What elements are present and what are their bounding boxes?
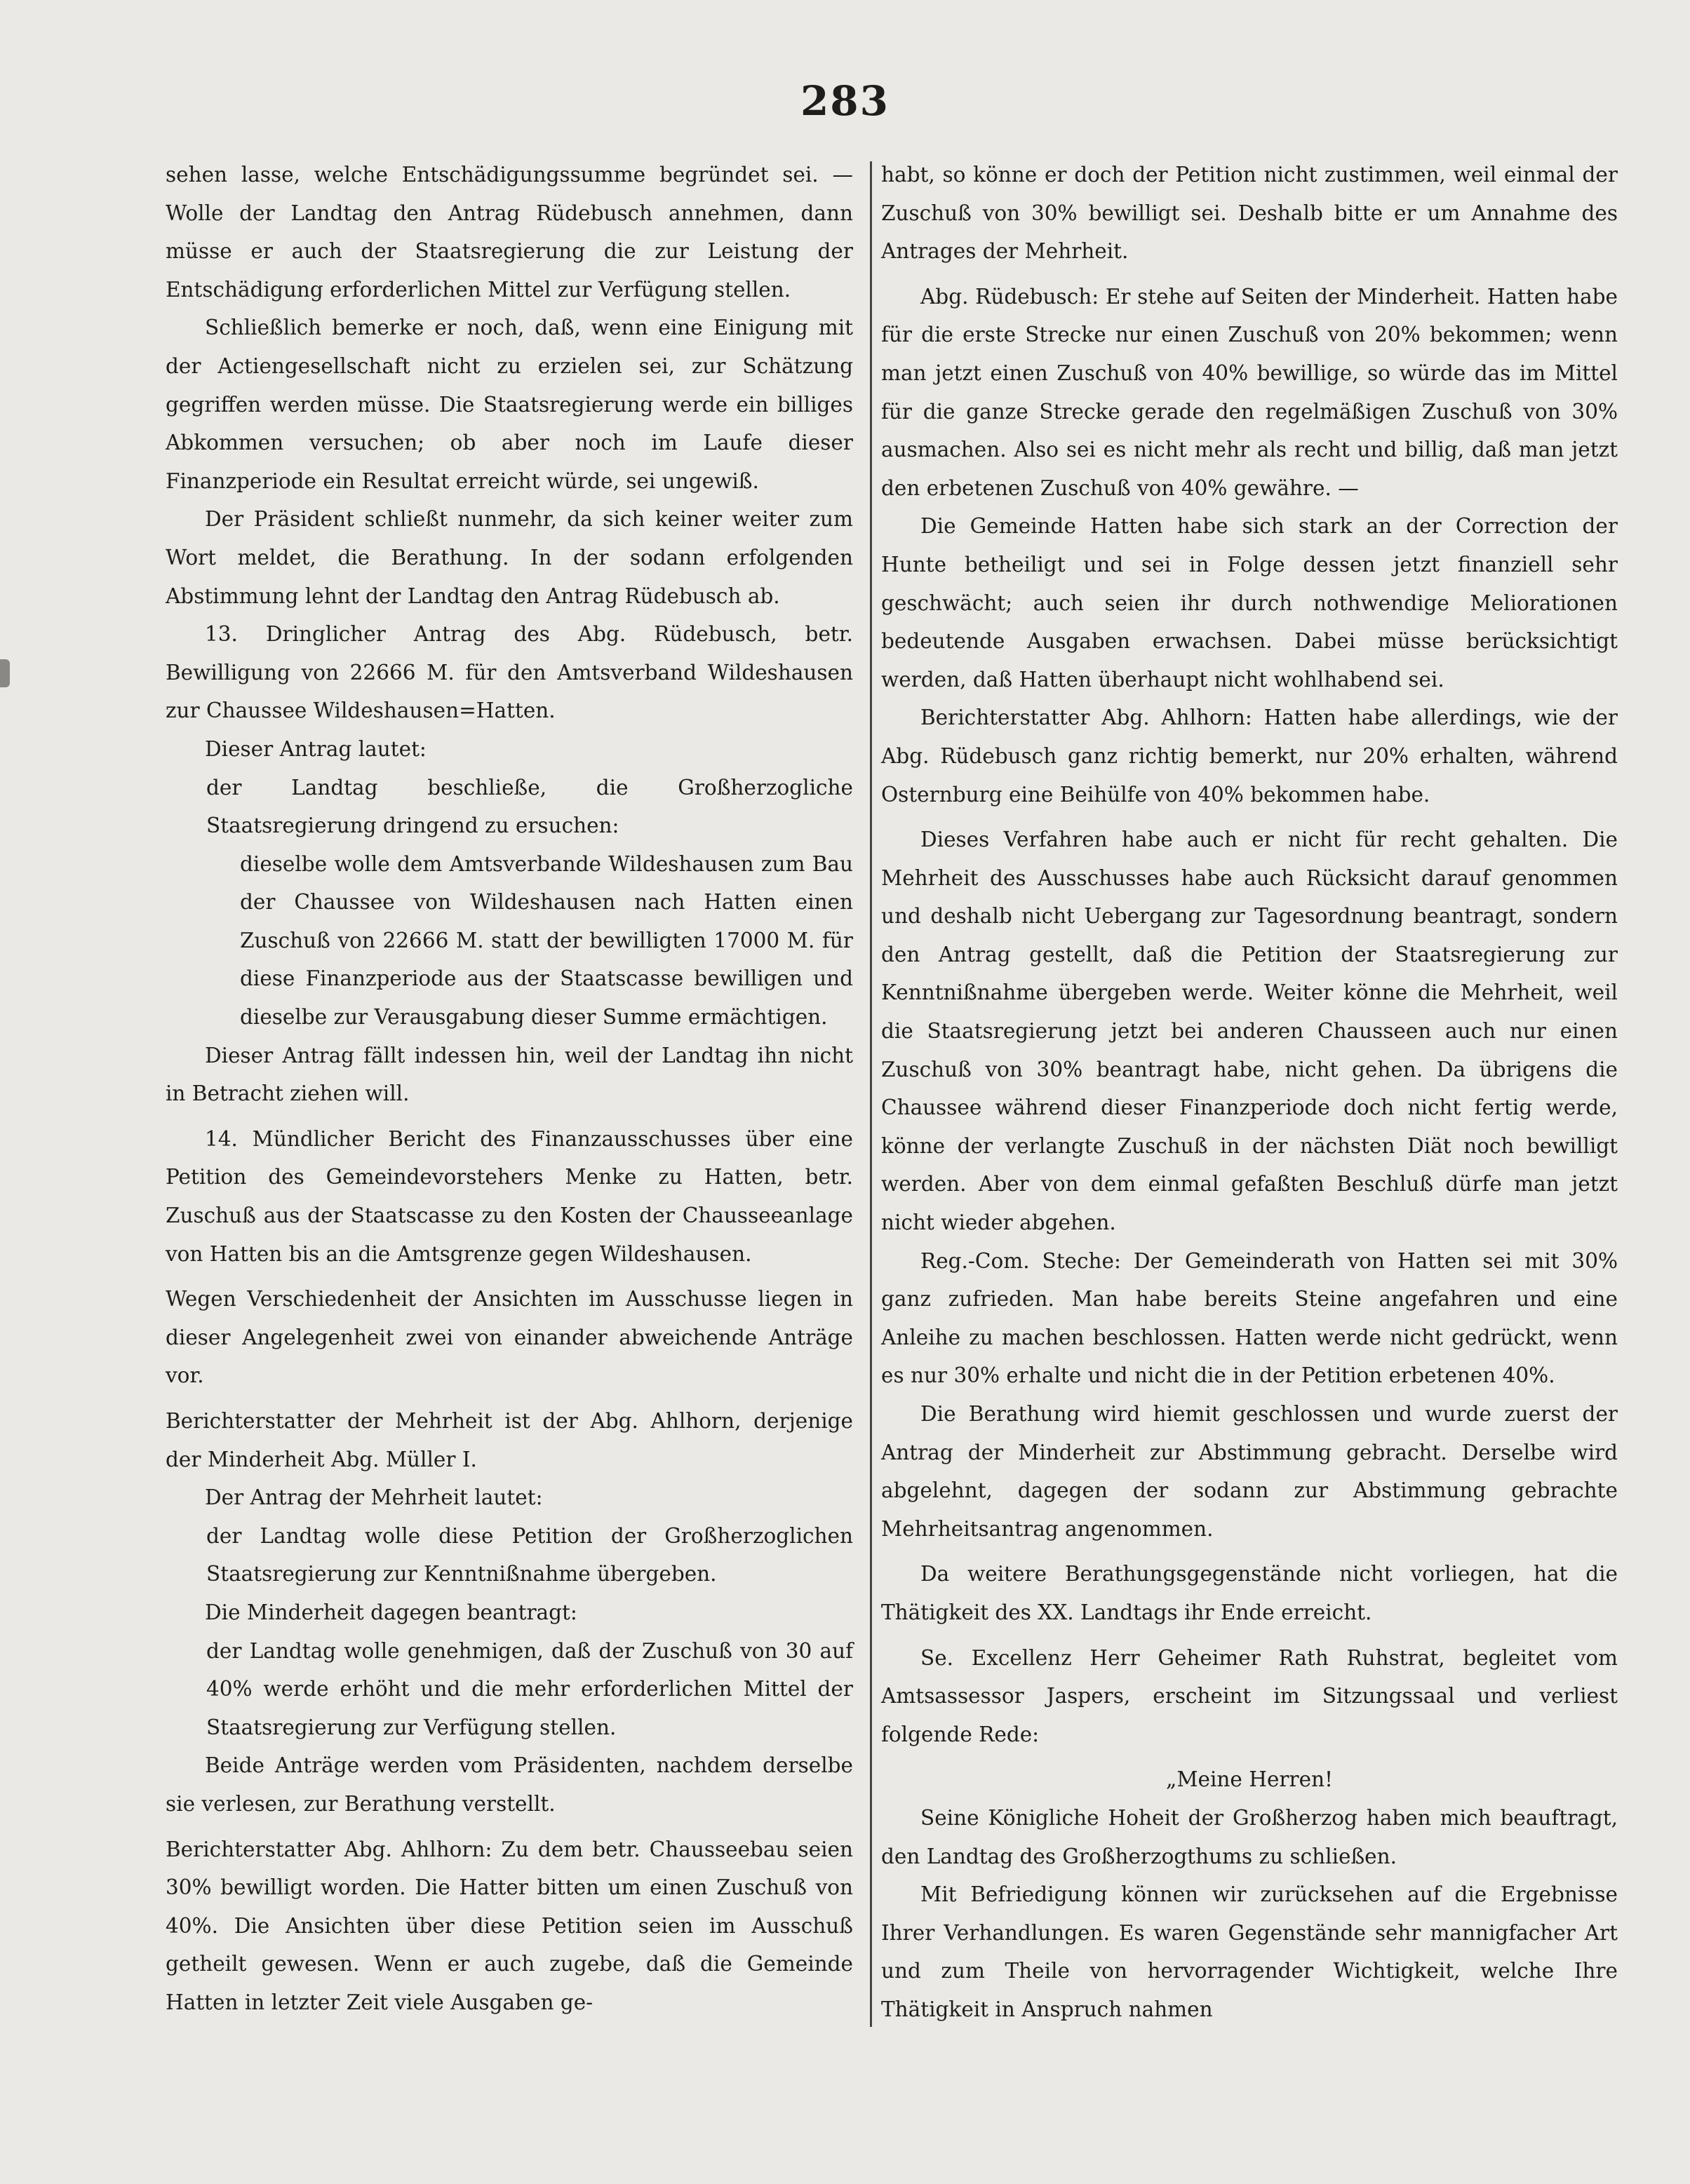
right-column — [881, 156, 1618, 2029]
paragraph: Dieser Antrag fällt indessen hin, weil der Landtag ihn nicht in Betracht ziehen will. — [166, 1043, 853, 1106]
paragraph: sehen lasse, welche Entschädigungssumme begründet sei. — Wolle der Landtag den Antrag Rüdebusch annehmen, dann müsse er auch der Staatsregierung die zur Leistung der Entschädigung erforderlichen Mittel zur Verfügung stellen. — [166, 163, 853, 302]
paragraph: Der Antrag der Mehrheit lautet: — [205, 1485, 543, 1510]
paragraph: Die Berathung wird hiemit geschlossen und wurde zuerst der Antrag der Minderheit zur Abstimmung gebracht. Derselbe wird abgelehnt, dagegen der sodann zur Abstimmung gebrachte Mehrheitsantrag angenommen. — [881, 1402, 1618, 1541]
paragraph: Schließlich bemerke er noch, daß, wenn eine Einigung mit der Actiengesellschaft nicht zu erzielen sei, zur Schätzung gegriffen werden müsse. Die Staatsregierung werde ein billiges Abkommen versuchen; ob aber noch im Laufe dieser Finanzperiode ein Resultat erreicht würde, sei ungewiß. — [166, 316, 853, 493]
quoted-motion: der Landtag wolle diese Petition der Großherzoglichen Staatsregierung zur Kenntnißnahme übergeben. — [206, 1523, 853, 1586]
paragraph: Die Minderheit dagegen beantragt: — [205, 1600, 577, 1624]
paragraph: Berichterstatter Abg. Ahlhorn: Hatten habe allerdings, wie der Abg. Rüdebusch ganz richtig bemerkt, nur 20% erhalten, während Osternburg eine Beihülfe von 40% bekommen habe. — [881, 706, 1618, 807]
agenda-item-14: 14. Mündlicher Bericht des Finanzausschusses über eine Petition des Gemeindevorstehers Menke zu Hatten, betr. Zuschuß aus der Staatscasse zu den Kosten der Chausseeanlage von Hatten bis an die Amtsgrenze gegen Wildeshausen. — [166, 1126, 853, 1266]
paragraph: Die Gemeinde Hatten habe sich stark an der Correction der Hunte betheiligt und sei in Folge dessen jetzt finanziell sehr geschwächt; auch seien ihr durch nothwendige Meliorationen bedeutende Ausgaben erwachsen. Dabei müsse berücksichtigt werden, daß Hatten überhaupt nicht wohlhabend sei. — [881, 514, 1618, 692]
speech-salutation: „Meine Herren! — [1166, 1767, 1333, 1792]
left-column — [166, 156, 853, 2022]
paragraph: Berichterstatter Abg. Ahlhorn: Zu dem betr. Chausseebau seien 30% bewilligt worden. Die Hatter bitten um einen Zuschuß von 40%. Die Ansichten über diese Petition seien im Ausschuß getheilt gewesen. Wenn er auch zugebe, daß die Gemeinde Hatten in letzter Zeit viele Ausgaben ge- — [166, 1837, 853, 2014]
paragraph: Reg.-Com. Steche: Der Gemeinderath von Hatten sei mit 30% ganz zufrieden. Man habe bereits Steine angefahren und eine Anleihe zu machen beschlossen. Hatten werde nicht gedrückt, wenn es nur 30% erhalte und nicht die in der Petition erbetenen 40%. — [881, 1248, 1618, 1388]
speech-paragraph: Mit Befriedigung können wir zurücksehen auf die Ergebnisse Ihrer Verhandlungen. Es waren Gegenstände sehr mannigfacher Art und zum Theile von hervorragender Wichtigkeit, welche Ihre Thätigkeit in Anspruch nahmen — [881, 1882, 1618, 2021]
paragraph: Wegen Verschiedenheit der Ansichten im Ausschusse liegen in dieser Angelegenheit zwei von einander abweichende Anträge vor. — [166, 1287, 853, 1388]
page-number: 283 — [800, 77, 890, 125]
speech-paragraph: Seine Königliche Hoheit der Großherzog haben mich beauftragt, den Landtag des Großherzogthums zu schließen. — [881, 1805, 1618, 1868]
paragraph: Der Präsident schließt nunmehr, da sich keiner weiter zum Wort meldet, die Berathung. In der sodann erfolgenden Abstimmung lehnt der Landtag den Antrag Rüdebusch ab. — [166, 507, 853, 608]
paragraph: Beide Anträge werden vom Präsidenten, nachdem derselbe sie verlesen, zur Berathung verstellt. — [166, 1753, 853, 1816]
quoted-motion: der Landtag beschließe, die Großherzogliche Staatsregierung dringend zu ersuchen: — [206, 775, 853, 838]
paragraph: habt, so könne er doch der Petition nicht zustimmen, weil einmal der Zuschuß von 30% bewilligt sei. Deshalb bitte er um Annahme des Antrages der Mehrheit. — [881, 163, 1618, 264]
quoted-motion: der Landtag wolle genehmigen, daß der Zuschuß von 30 auf 40% werde erhöht und die mehr erforderlichen Mittel der Staatsregierung zur Verfügung stellen. — [206, 1638, 853, 1739]
paragraph: Dieses Verfahren habe auch er nicht für recht gehalten. Die Mehrheit des Ausschusses habe auch Rücksicht darauf genommen und deshalb nicht Uebergang zur Tagesordnung beantragt, sondern den Antrag gestellt, daß die Petition der Staatsregierung zur Kenntnißnahme übergeben werde. Weiter könne die Mehrheit, weil die Staatsregierung jetzt bei anderen Chausseen auch nur einen Zuschuß von 30% beantragt habe, nicht gehen. Da übrigens die Chaussee während dieser Finanzperiode doch nicht fertig werde, könne der verlangte Zuschuß in der nächsten Diät noch bewilligt werden. Aber von dem einmal gefaßten Beschluß dürfe man jetzt nicht wieder abgehen. — [881, 828, 1618, 1235]
binding-mark — [0, 659, 10, 687]
paragraph: Da weitere Berathungsgegenstände nicht vorliegen, hat die Thätigkeit des XX. Landtags ihr Ende erreicht. — [881, 1562, 1618, 1624]
paragraph: Berichterstatter der Mehrheit ist der Abg. Ahlhorn, derjenige der Minderheit Abg. Müller I. — [166, 1409, 853, 1471]
paragraph: Dieser Antrag lautet: — [205, 736, 427, 761]
column-divider — [870, 161, 872, 2027]
paragraph: Se. Excellenz Herr Geheimer Rath Ruhstrat, begleitet vom Amtsassessor Jaspers, erscheint im Sitzungssaal und verliest folgende Rede: — [881, 1645, 1618, 1746]
paragraph: Abg. Rüdebusch: Er stehe auf Seiten der Minderheit. Hatten habe für die erste Strecke nur einen Zuschuß von 20% bekommen; wenn man jetzt einen Zuschuß von 40% bewillige, so würde das im Mittel für die ganze Strecke gerade den regelmäßigen Zuschuß von 30% ausmachen. Also sei es nicht mehr als recht und billig, daß man jetzt den erbetenen Zuschuß von 40% gewähre. — — [881, 284, 1618, 500]
quoted-motion: dieselbe wolle dem Amtsverbande Wildeshausen zum Bau der Chaussee von Wildeshausen nach Hatten einen Zuschuß von 22666 M. statt der bewilligten 17000 M. für diese Finanzperiode aus der Staatscasse bewilligen und dieselbe zur Verausgabung dieser Summe ermächtigen. — [240, 851, 853, 1030]
agenda-item-13: 13. Dringlicher Antrag des Abg. Rüdebusch, betr. Bewilligung von 22666 M. für den Amtsverband Wildeshausen zur Chaussee Wildeshausen=Hatten. — [166, 622, 853, 723]
